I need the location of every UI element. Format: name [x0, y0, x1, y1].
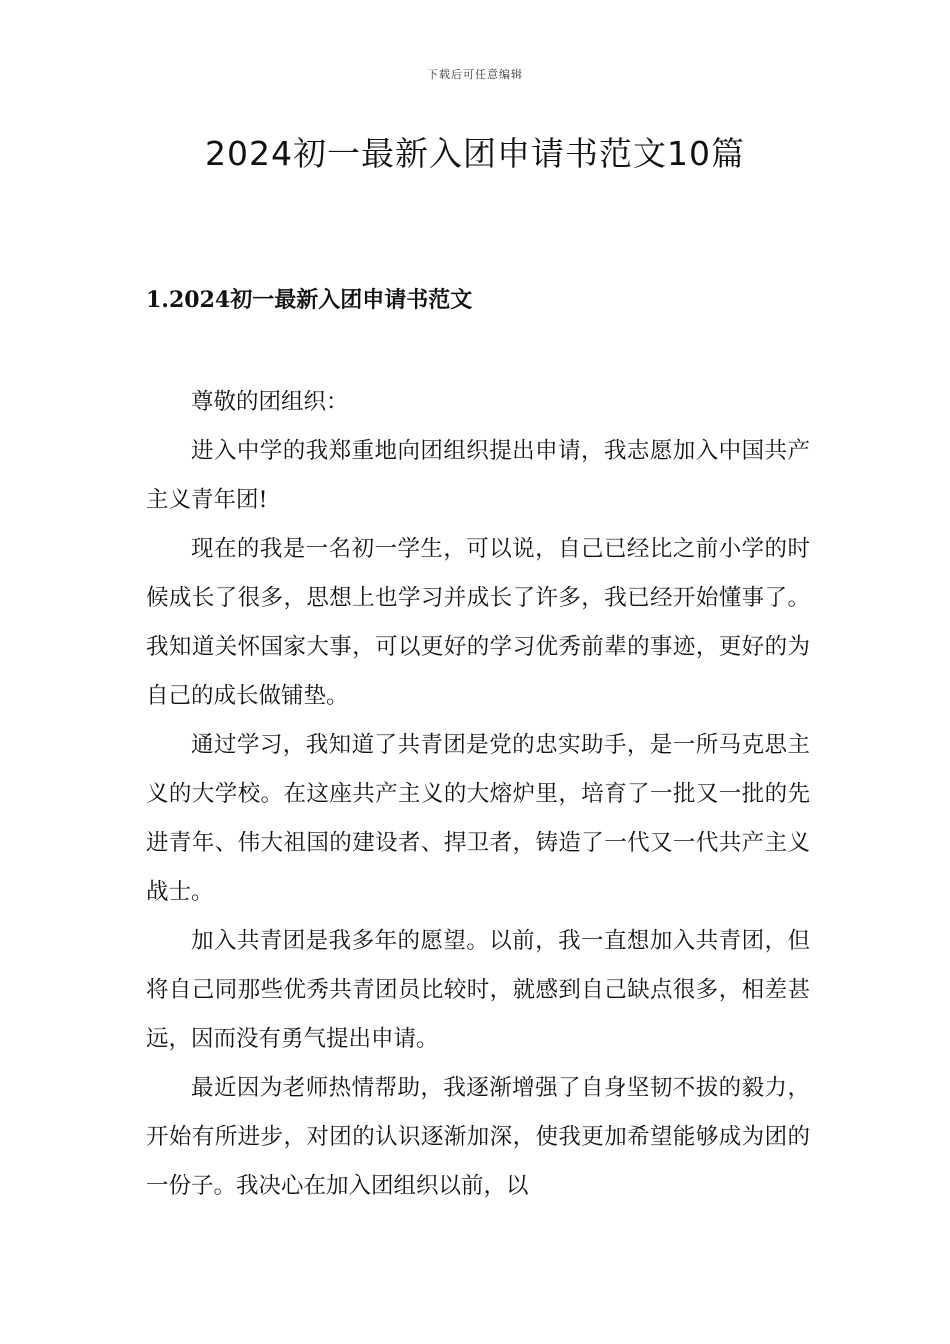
section-heading: 1.2024初一最新入团申请书范文: [146, 287, 473, 313]
document-title: 2024初一最新入团申请书范文10篇: [205, 134, 745, 173]
salutation: 尊敬的团组织：: [191, 389, 349, 415]
paragraph: 加入共青团是我多年的愿望。以前，我一直想加入共青团，但将自己同那些优秀共青团员比较时，就感到自己缺点很多，相差甚远，因而没有勇气提出申请。: [146, 928, 810, 1052]
paragraph: 最近因为老师热情帮助，我逐渐增强了自身坚韧不拔的毅力，开始有所进步，对团的认识逐渐加深，使我更加希望能够成为团的一份子。我决心在加入团组织以前，以: [146, 1075, 810, 1199]
header-note: 下载后可任意编辑: [427, 68, 523, 81]
paragraph: 现在的我是一名初一学生，可以说，自己已经比之前小学的时候成长了很多，思想上也学习并成长了许多，我已经开始懂事了。我知道关怀国家大事，可以更好的学习优秀前辈的事迹，更好的为自己的成长做铺垫。: [146, 536, 810, 709]
document-body: [146, 378, 810, 1211]
paragraph: 通过学习，我知道了共青团是党的忠实助手，是一所马克思主义的大学校。在这座共产主义的大熔炉里，培育了一批又一批的先进青年、伟大祖国的建设者、捍卫者，铸造了一代又一代共产主义战士。: [146, 732, 810, 905]
paragraph: 进入中学的我郑重地向团组织提出申请，我志愿加入中国共产主义青年团!: [146, 438, 810, 513]
